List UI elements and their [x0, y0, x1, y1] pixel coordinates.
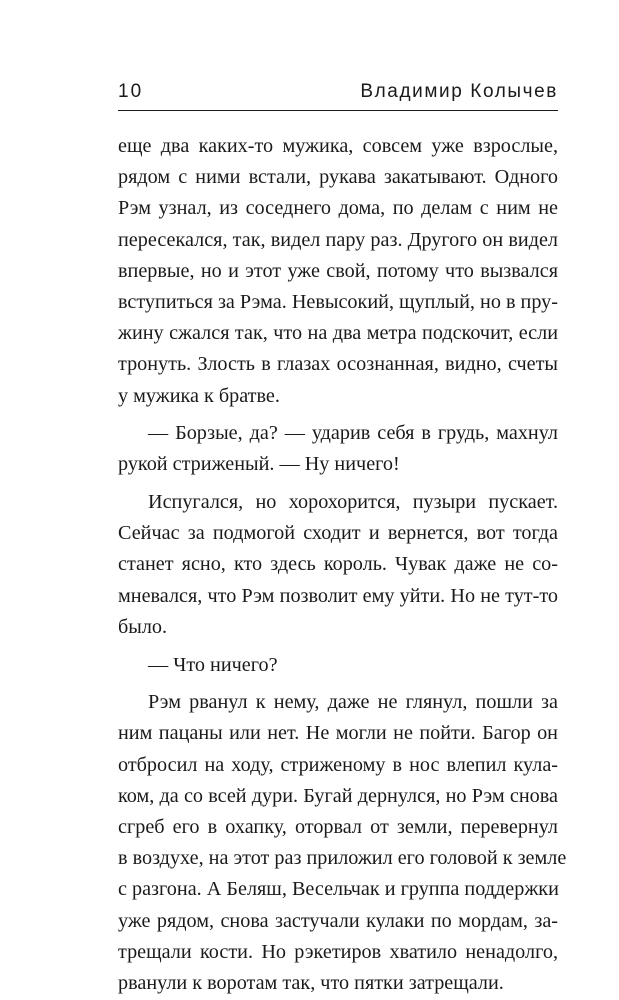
header-rule — [118, 110, 558, 111]
text-line: жину сжался так, что на два метра подскочит, если — [118, 322, 558, 345]
page-header — [118, 79, 558, 105]
text-line: уже рядом, снова застучали кулаки по мордам, за- — [118, 909, 558, 932]
running-head-author: Владимир Колычев — [360, 81, 558, 102]
text-line: трещали кости. Но рэкетиров хватило ненадолго, — [118, 940, 558, 963]
text-line: рванули к воротам так, что пятки затрещали. — [118, 971, 504, 994]
text-line: вступиться за Рэма. Невысокий, щуплый, но в пру- — [118, 290, 558, 313]
text-line: отбросил на ходу, стриженому в нос влепил кула- — [118, 753, 558, 776]
text-line: Рэм узнал, из соседнего дома, по делам с ним не — [118, 197, 558, 220]
text-line: тронуть. Злость в глазах осознанная, видно, счеты — [118, 353, 558, 376]
text-line: рукой стриженый. — Ну ничего! — [118, 453, 400, 476]
text-line: Испугался, но хорохорится, пузыри пускает. — [148, 491, 558, 514]
paragraph — [118, 650, 558, 681]
text-line: Рэм рванул к нему, даже не глянул, пошли за — [148, 691, 558, 714]
text-line: пересекался, так, видел пару раз. Другого он видел — [118, 228, 558, 251]
text-line: — Борзые, да? — ударив себя в грудь, махнул — [148, 422, 558, 445]
paragraph — [118, 687, 567, 999]
text-line: в воздухе, на этот раз приложил его головой к земле — [118, 847, 567, 870]
text-line: — Что ничего? — [148, 653, 278, 676]
text-line: с разгона. А Беляш, Весельчак и группа поддержки — [118, 878, 559, 901]
paragraph — [118, 487, 558, 643]
text-line: впервые, но и этот уже свой, потому что вызвался — [118, 259, 558, 282]
text-line: сгреб его в охапку, оторвал от земли, перевернул — [118, 815, 558, 838]
text-line: было. — [118, 615, 168, 638]
text-line: у мужика к братве. — [118, 384, 280, 407]
text-line: ним пацаны или нет. Не могли не пойти. Багор он — [118, 722, 558, 745]
body-text — [118, 131, 567, 999]
text-line: рядом с ними встали, рукава закатывают. Одного — [118, 166, 558, 189]
paragraph — [118, 131, 558, 412]
text-line: мневался, что Рэм позволит ему уйти. Но не тут-то — [118, 584, 558, 607]
text-line: ком, да со всей дури. Бугай дернулся, но Рэм снова — [118, 784, 558, 807]
text-line: еще два каких-то мужика, совсем уже взрослые, — [118, 135, 558, 157]
text-line: станет ясно, кто здесь король. Чувак даже не со- — [118, 553, 558, 576]
text-line: Сейчас за подмогой сходит и вернется, вот тогда — [118, 522, 558, 545]
page-number: 10 — [118, 81, 144, 102]
paragraph — [118, 418, 558, 480]
